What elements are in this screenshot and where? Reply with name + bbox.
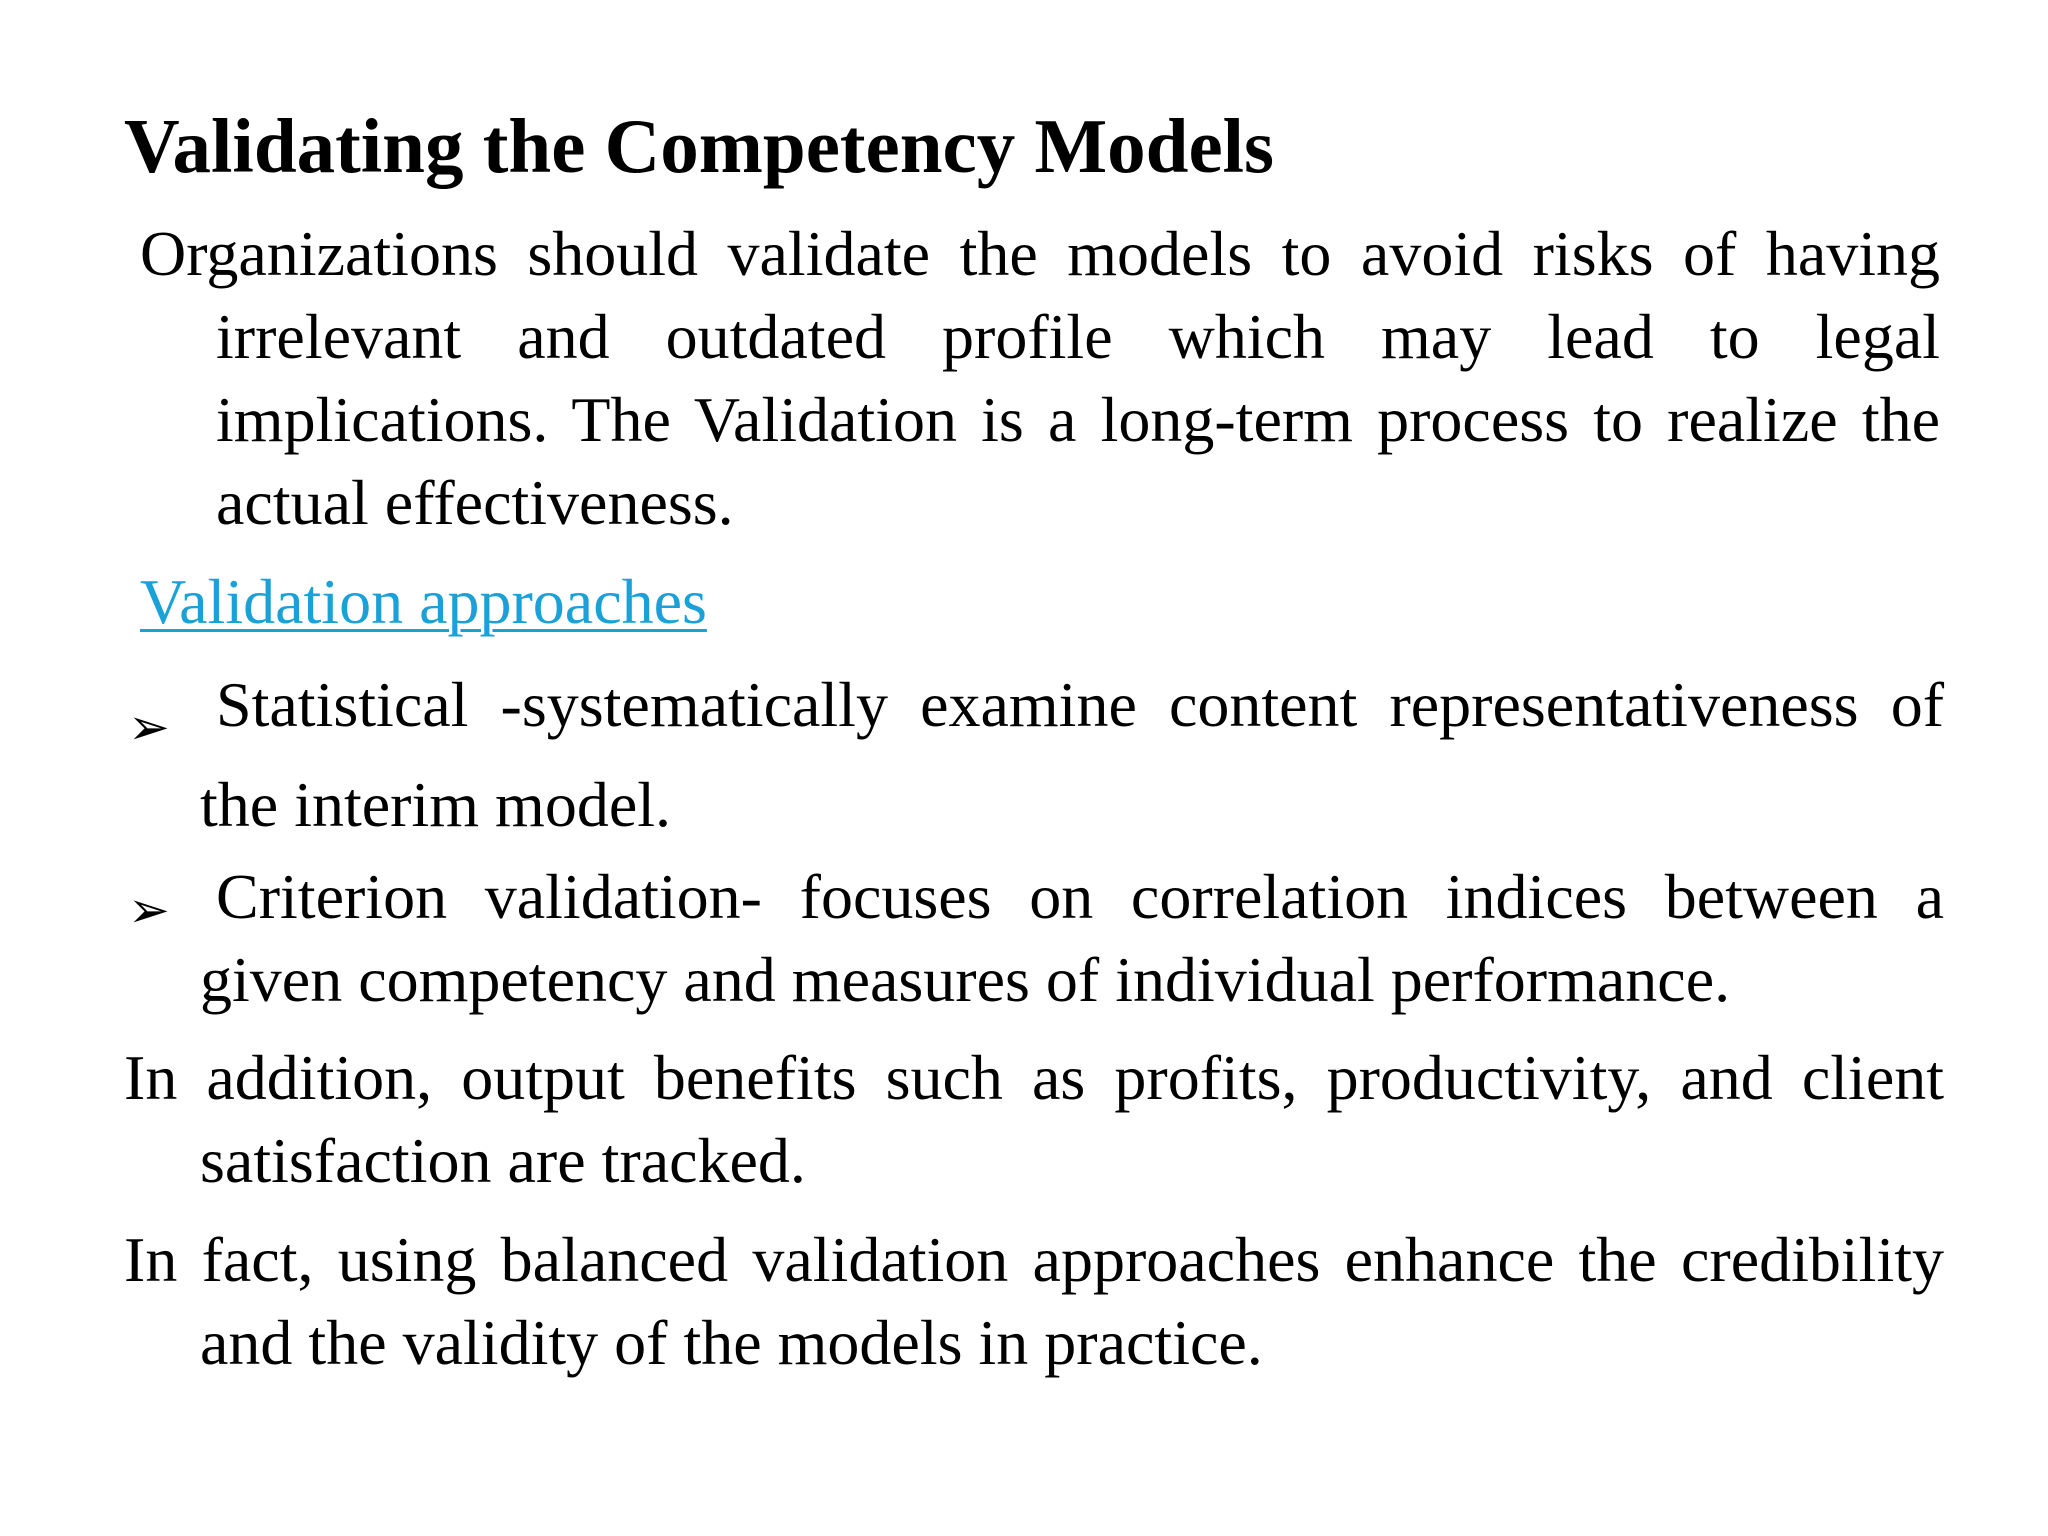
bullet-item-statistical — [124, 655, 1944, 855]
bullet-text: Statistical -systematically examine content representativeness of the interim model. — [200, 669, 1944, 840]
bullet-item-criterion — [124, 855, 1944, 1021]
intro-paragraph: Organizations should validate the models to avoid risks of having irrelevant and outdated profile which may lead to legal implications. The Validation is a long-term process to realize the actual effectiveness. — [140, 218, 1940, 538]
fact-paragraph: In fact, using balanced validation approaches enhance the credibility and the validity of the models in practice. — [124, 1224, 1944, 1378]
addition-paragraph: In addition, output benefits such as profits, productivity, and client satisfaction are tracked. — [124, 1042, 1944, 1196]
arrowhead-bullet-icon: ➢ — [128, 698, 170, 756]
bullet-text: Criterion validation- focuses on correlation indices between a given competency and measures of individual performance. — [200, 861, 1944, 1015]
validation-approaches-link[interactable]: Validation approaches — [140, 566, 707, 637]
slide-title: Validating the Competency Models — [124, 103, 1274, 189]
arrowhead-bullet-icon: ➢ — [128, 881, 170, 939]
